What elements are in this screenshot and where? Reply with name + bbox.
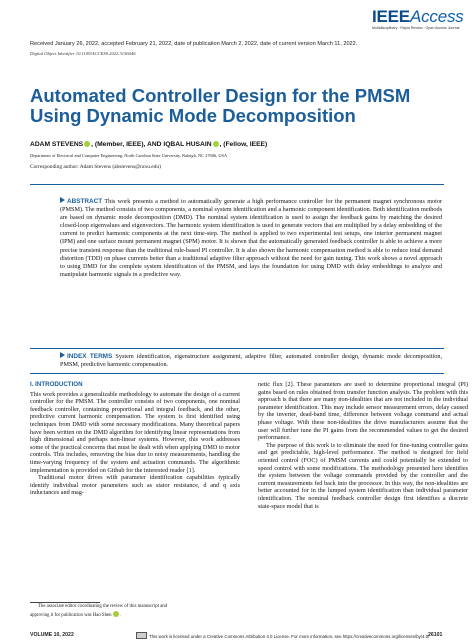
section-heading-introduction: I. INTRODUCTION bbox=[30, 381, 83, 388]
triangle-bullet-icon bbox=[60, 197, 65, 203]
logo-access: Access bbox=[409, 7, 464, 26]
index-terms-heading: INDEX TERMS bbox=[67, 353, 113, 360]
page-footer bbox=[0, 630, 474, 642]
footnote-line-2-wrap: approving it for publication was Hao Shen . bbox=[30, 612, 121, 618]
journal-logo bbox=[372, 8, 464, 31]
author-line bbox=[30, 141, 267, 148]
abstract-top-rule bbox=[30, 184, 444, 185]
paper-title: Automated Controller Design for the PMSM Using Dynamic Mode Decomposition bbox=[30, 85, 411, 126]
author-1-role: , (Member, IEEE), AND IQBAL HUSAIN bbox=[91, 141, 212, 148]
intro-paragraph-2-continued: netic flux [2]. These parameters are used to determine proportional integral (PI) gains based on rules obtained from transfer function analysis. The problem with this approach is that there are many non-idealities that are not included in the individual parameter identification. This may include sensor measurement errors, delay caused by the inverter, dead-band time, difference between voltage command and actual phase voltage. With these non-idealities the drive manufacturers assume that the user will further tune the PI gains from the recommended values to get the desired performance. bbox=[258, 381, 468, 442]
intro-paragraph-2: Traditional motor drives with parameter identification capabilities typically identify individual motor parameters such as stator resistance, d and q axis inductances and mag- bbox=[30, 474, 240, 497]
license-text[interactable]: This work is licensed under a Creative Commons Attribution 4.0 License. For more information, see https://creativecommons.org/licenses/by/4.0/ bbox=[149, 634, 430, 639]
orcid-icon[interactable] bbox=[213, 141, 219, 147]
logo-tagline: Multidisciplinary : Rapid Review : Open Access Journal bbox=[372, 26, 460, 30]
orcid-icon[interactable] bbox=[113, 611, 119, 617]
author-2-role: , (Fellow, IEEE) bbox=[219, 141, 268, 148]
orcid-icon[interactable] bbox=[84, 141, 90, 147]
index-terms-bottom-rule bbox=[30, 373, 444, 374]
license-line bbox=[136, 632, 429, 639]
abstract-heading: ABSTRACT bbox=[67, 198, 103, 205]
footnote-rule bbox=[30, 602, 100, 603]
abstract-block bbox=[60, 197, 442, 279]
index-terms-text: System identification, eigenstructure assignment, adaptive filter, automated controller design, dynamic mode decomposition, PMSM, predictive harmonic compensation. bbox=[60, 353, 442, 369]
intro-paragraph-3: The purpose of this work is to eliminate the need for fine-tuning controller gains and get predictable, high-level performance. The method is designed for field oriented control (FOC) of PMSM currents and could potentially be extended to speed control with some modifications. The methodology presented here identifies the system between the voltage commands provided by the controller and the current measurements fed back into the processor. In this way, the non-idealities are better accounted for in the lumped system identification than individual parameter identification. The nominal feedback controller design first identifies a discrete state-space model that is bbox=[258, 441, 468, 510]
intro-paragraph-1: This work provides a generalizable methodology to automate the design of a current controller for the PMSM. The controller consists of two components, one nominal feedback controller, containing proportional and integral feedback, and the other, predictive current harmonic compensation. The system is first identified using techniques from DMD with some necessary modifications. Many theoretical papers have been written on the DMD algorithm for identifying linear representations from high dimensional and perhaps non-linear systems. However, this work addresses some of the practical concerns that must be dealt with when applying DMD to motor controls. This includes, removing the bias due to noisy measurements, handling the time-varying frequency of the system and actuation commands. The algorithmic implementation is provided on Github for the interested reader [1]. bbox=[30, 390, 240, 474]
journal-logo-text bbox=[372, 8, 464, 26]
left-column bbox=[30, 381, 240, 497]
logo-ieee: IEEE bbox=[372, 7, 410, 26]
footnote-line-1: The associate editor coordinating the review of this manuscript and bbox=[38, 604, 168, 609]
right-column bbox=[258, 381, 468, 510]
affiliation: Department of Electrical and Computer Engineering, North Carolina State University, Raleigh, NC 27606, USA bbox=[30, 153, 228, 158]
volume-label: VOLUME 10, 2022 bbox=[30, 632, 74, 638]
index-terms-block bbox=[60, 352, 442, 369]
index-terms-top-rule bbox=[30, 348, 444, 349]
triangle-bullet-icon bbox=[60, 352, 65, 358]
footnote-line-2: approving it for publication was Hao Shen bbox=[30, 612, 112, 618]
corresponding-author: Corresponding author: Adam Stevens (abstevens@ncsu.edu) bbox=[30, 164, 161, 170]
publication-dates: Received January 26, 2022, accepted February 21, 2022, date of publication March 2, 2022, date of current version March 11, 2022. bbox=[30, 41, 358, 47]
page-number: 26101 bbox=[428, 632, 443, 638]
cc-license-icon bbox=[136, 632, 147, 639]
doi-line: Digital Object Identifier 10.1109/ACCESS.2022.3156046 bbox=[30, 51, 136, 56]
footnote bbox=[30, 604, 240, 619]
abstract-text: This work presents a method to automatically generate a high performance controller for the permanent magnet synchronous motor (PMSM). The method consists of two components, a nominal system identification and a harmonic component identification. Both identification methods are based on dynamic mode decomposition (DMD). The nominal system identification is used to assign the feedback gains by matching the desired closed-loop eigenvalues and eigenvectors. The harmonic system identification is used to generate vectors that are multiplied by a delay embedding of the current to predict harmonic components at the next time-step. The method is applied to two experimental test setups, one interior permanent magnet (IPM) and one surface mount permanent magnet (SPM) motor. It is shown that the automatically generated feedback controller is able to achieve a more precise transient response than the traditional rule-based PI controller. It is also shown the harmonic compensation method is able to reduce total demand distortion (TDD) on phase currents better than a traditional adaptive filter approach without the need for gain tuning. This work shows a novel approach to using DMD for the complete system identification of the PMSM, and lays the foundation for using DMD with delay embeddings to analyze and manipulate harmonic signals in a predictive way. bbox=[60, 198, 442, 278]
author-1: ADAM STEVENS bbox=[30, 141, 84, 148]
